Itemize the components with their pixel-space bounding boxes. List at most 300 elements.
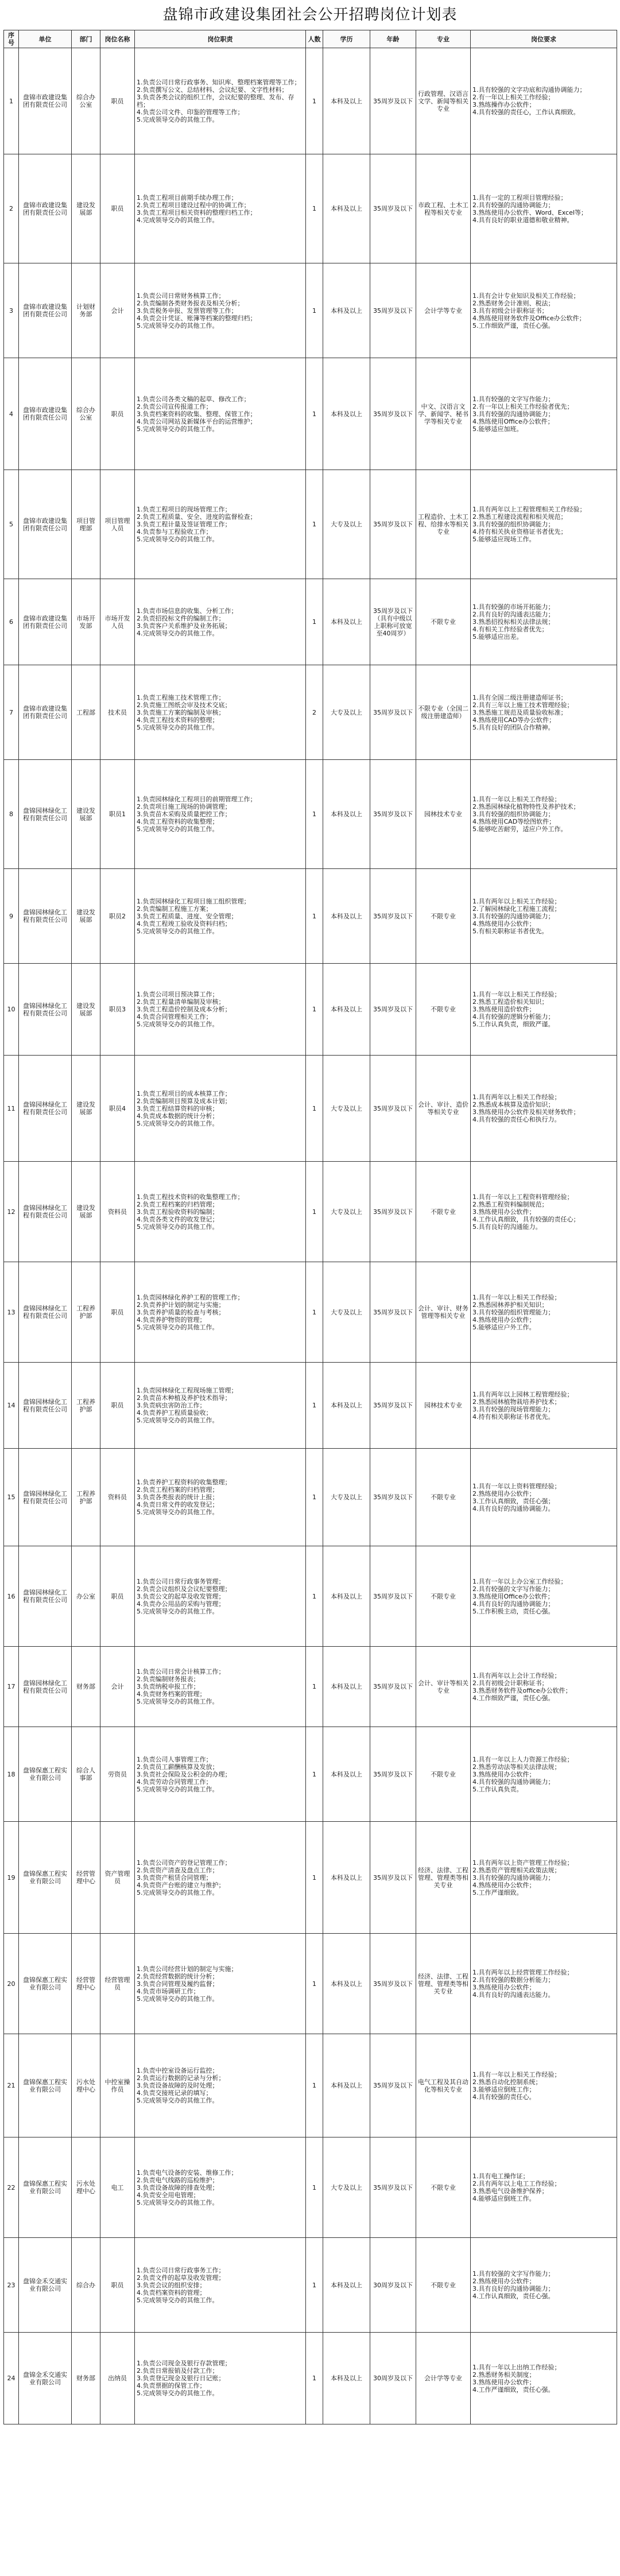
row-dept: 计划财务部: [72, 263, 100, 358]
row-number: 11: [4, 1056, 19, 1162]
requirement-line: 1.具有两年以上经营管理工作经验；: [472, 1969, 574, 1976]
row-duty: [135, 1262, 306, 1363]
requirement-line: 1.具有一年以上工程资料管理经验；: [472, 1193, 574, 1201]
row-count: 1: [306, 1822, 323, 1934]
row-requirements: [471, 358, 617, 470]
duty-line: 2.负责工程档案的归档管理；: [137, 1486, 219, 1493]
requirement-line: 1.具有一年以上相关工作经验；: [472, 796, 561, 803]
row-dept: 建设发展部: [72, 1056, 100, 1162]
row-post: 经营管理员: [100, 1934, 135, 2034]
row-major: 电气工程及其自动化等相关专业: [416, 2034, 471, 2137]
duty-line: 1.负责工程项目前期手续办理工作；: [137, 193, 238, 201]
row-age: 35周岁及以下: [370, 263, 416, 358]
duty-line: 5.完成领导交办的其他工作。: [137, 825, 219, 833]
row-age: 35周岁及以下: [370, 1162, 416, 1262]
table-row: [4, 1546, 617, 1647]
row-requirements: [471, 470, 617, 579]
row-requirements: [471, 2238, 617, 2333]
row-number: 3: [4, 263, 19, 358]
row-duty: [135, 1546, 306, 1647]
duty-line: 5.完成领导交办的其他工作。: [137, 2097, 219, 2104]
row-duty: [135, 1363, 306, 1449]
requirement-line: 4.具有良好的职业道德和敬业精神。: [472, 216, 574, 224]
row-count: 1: [306, 1934, 323, 2034]
row-duty: [135, 263, 306, 358]
row-count: 1: [306, 470, 323, 579]
duty-line: 5.完成领导交办的其他工作。: [137, 2389, 219, 2397]
row-dept: 综合人事部: [72, 1727, 100, 1822]
row-number: 1: [4, 48, 19, 154]
duty-line: 3.负责社会保险及公积金的办理；: [137, 1770, 231, 1778]
row-dept: 建设发展部: [72, 869, 100, 964]
row-post: 职员2: [100, 869, 135, 964]
duty-line: 2.负责施工图纸会审及技术交底；: [137, 701, 231, 709]
row-unit: 盘锦园林绿化工程有限责任公司: [19, 964, 72, 1056]
requirement-line: 2.熟悉自动化控制系统；: [472, 2078, 542, 2086]
row-duty: [135, 1727, 306, 1822]
row-unit: 盘锦市政建设集团有限责任公司: [19, 579, 72, 665]
requirement-line: 2.具有三年以上施工技术管理经验；: [472, 701, 574, 709]
row-unit: 盘锦市政建设集团有限责任公司: [19, 48, 72, 154]
duty-line: 5.完成领导交办的其他工作。: [137, 116, 219, 123]
requirement-line: 5.有相关职称证书者优先。: [472, 927, 548, 935]
duty-line: 5.完成领导交办的其他工作。: [137, 321, 219, 329]
row-number: 23: [4, 2238, 19, 2333]
duty-line: 3.负责税务申报、发票管理等工作；: [137, 307, 238, 315]
requirement-line: 1.具有较强的文字写作能力；: [472, 395, 555, 403]
table-row: [4, 1727, 617, 1822]
row-major: 园林技术专业: [416, 760, 471, 869]
requirement-line: 2.熟悉资产管理相关政策法规；: [472, 1866, 561, 1874]
row-requirements: [471, 2137, 617, 2238]
requirement-line: 3.具有较强的组织管理能力；: [472, 1308, 555, 1316]
duty-line: 4.完成领导交办的其他工作。: [137, 216, 219, 224]
table-body: [4, 48, 617, 2424]
row-requirements: [471, 665, 617, 760]
row-duty: [135, 154, 306, 263]
duty-line: 4.负责工程技术资料的整理；: [137, 716, 219, 724]
requirement-line: 2.具有较强的数据分析能力；: [472, 1976, 555, 1984]
col-header-req: 岗位要求: [471, 30, 617, 48]
duty-line: 1.负责园林绿化养护工程的管理工作；: [137, 1293, 244, 1301]
requirement-line: 3.熟练使用办公软件；: [472, 1208, 536, 1216]
requirement-line: 1.具有一年以上人力资源工作经验；: [472, 1755, 574, 1763]
row-number: 22: [4, 2137, 19, 2238]
table-row: [4, 48, 617, 154]
row-count: 1: [306, 1546, 323, 1647]
duty-line: 5.完成领导交办的其他工作。: [137, 425, 219, 433]
row-requirements: [471, 1363, 617, 1449]
duty-line: 2.负责会议组织及会议纪要整理；: [137, 1585, 231, 1593]
table-row: [4, 869, 617, 964]
requirement-line: 2.熟练使用办公软件；: [472, 2278, 536, 2285]
duty-line: 4.负责工程资料的收集整理；: [137, 818, 219, 825]
row-age: 35周岁及以下: [370, 1934, 416, 2034]
row-unit: 盘锦园林绿化工程有限责任公司: [19, 760, 72, 869]
row-major: 不限专业: [416, 2137, 471, 2238]
row-duty: [135, 760, 306, 869]
duty-line: 4.负责公司文件、印鉴的管理等工作；: [137, 108, 244, 116]
duty-line: 5.完成领导交办的其他工作。: [137, 1995, 219, 2003]
row-age: 35周岁及以下: [370, 1727, 416, 1822]
table-row: [4, 1262, 617, 1363]
row-duty: [135, 1647, 306, 1727]
row-dept: 工程养护部: [72, 1262, 100, 1363]
requirement-line: 1.具有较强的文字写作能力；: [472, 2270, 555, 2278]
row-age: 35周岁及以下: [370, 48, 416, 154]
table-row: [4, 1647, 617, 1727]
duty-line: 2.负责电气线路的巡检维护；: [137, 2176, 219, 2184]
requirement-line: 2.熟悉工程造价相关知识；: [472, 998, 548, 1006]
requirement-line: 3.工作认真细致，责任心强；: [472, 1497, 555, 1505]
duty-line: 3.负责养护质量的检查与考核；: [137, 1308, 225, 1316]
duty-line: 5.完成领导交办的其他工作。: [137, 927, 219, 935]
requirement-line: 4.工作认真细致，责任心强。: [472, 2292, 555, 2300]
row-age: 35周岁及以下: [370, 2034, 416, 2137]
duty-line: 1.负责公司经营计划的制定与实施；: [137, 1965, 238, 1973]
duty-line: 3.负责苗木采购及质量把控工作；: [137, 810, 231, 818]
row-major: 不限专业: [416, 1449, 471, 1546]
requirement-line: 5.能够适应户外工作。: [472, 1323, 536, 1331]
row-education: 本科及以上: [323, 1727, 370, 1822]
row-dept: 财务部: [72, 2333, 100, 2424]
duty-line: 2.负责编制工程施工方案；: [137, 905, 212, 913]
row-count: 1: [306, 579, 323, 665]
table-row: [4, 2238, 617, 2333]
duty-line: 1.负责公司日常行政事务管理；: [137, 1577, 225, 1585]
row-post: 职员: [100, 48, 135, 154]
row-count: 1: [306, 48, 323, 154]
duty-line: 5.完成领导交办的其他工作。: [137, 1785, 219, 1793]
requirement-line: 4.熟练使用Office办公软件；: [472, 417, 554, 425]
table-row: [4, 1822, 617, 1934]
row-post: 资料员: [100, 1449, 135, 1546]
duty-line: 1.负责公司人事管理工作；: [137, 1755, 212, 1763]
row-major: 不限专业: [416, 2238, 471, 2333]
page-title: 盘锦市政建设集团社会公开招聘岗位计划表: [162, 6, 458, 24]
row-post: 资料员: [100, 1162, 135, 1262]
col-header-age: 年龄: [370, 30, 416, 48]
row-dept: 办公室: [72, 1546, 100, 1647]
row-count: 1: [306, 1262, 323, 1363]
table-row: [4, 154, 617, 263]
col-header-duty: 岗位职责: [135, 30, 306, 48]
col-header-post: 岗位名称: [100, 30, 135, 48]
duty-line: 2.负责撰写公文、总结材料、会议纪要、文字性材料；: [137, 86, 288, 94]
requirement-line: 2.具有良好的沟通表达能力；: [472, 611, 555, 618]
col-header-count: 人数: [306, 30, 323, 48]
row-duty: [135, 1056, 306, 1162]
requirement-line: 4.具有较强的责任心，工作认真细致。: [472, 108, 580, 116]
requirement-line: 1.具有全国二级注册建造师证书；: [472, 693, 567, 701]
row-duty: [135, 579, 306, 665]
duty-line: 3.负责设备故障的排查处理；: [137, 2183, 219, 2191]
row-count: 1: [306, 760, 323, 869]
row-duty: [135, 2238, 306, 2333]
row-duty: [135, 48, 306, 154]
duty-line: 1.负责中控室设备运行监控；: [137, 2067, 219, 2074]
duty-line: 3.负责合同管理及履约监督；: [137, 1980, 219, 1988]
row-number: 24: [4, 2333, 19, 2424]
duty-line: 5.完成领导交办的其他工作。: [137, 1119, 219, 1127]
row-requirements: [471, 1056, 617, 1162]
requirement-line: 1.具有两年以上会计工作经验；: [472, 1671, 561, 1679]
row-duty: [135, 1822, 306, 1934]
row-dept: 工程部: [72, 665, 100, 760]
row-major: 市政工程、土木工程等相关专业: [416, 154, 471, 263]
duty-line: 4.负责交接班记录的填写；: [137, 2089, 212, 2097]
row-education: 本科及以上: [323, 1546, 370, 1647]
row-count: 1: [306, 2137, 323, 2238]
requirement-line: 2.具有较强的沟通协调能力；: [472, 201, 555, 209]
row-dept: 建设发展部: [72, 760, 100, 869]
row-count: 1: [306, 1056, 323, 1162]
row-age: 35周岁及以下: [370, 869, 416, 964]
duty-line: 1.负责公司日常财务核算工作；: [137, 292, 225, 300]
requirement-line: 5.能够适应出差。: [472, 633, 523, 641]
duty-line: 4.负责会计凭证、账簿等档案的整理归档；: [137, 314, 257, 322]
col-header-unit: 单位: [19, 30, 72, 48]
requirement-line: 4.熟练使用办公软件；: [472, 1316, 536, 1324]
requirement-line: 3.熟练操作办公软件；: [472, 101, 536, 108]
row-age: 35周岁及以下: [370, 1546, 416, 1647]
requirement-line: 4.具有较强的责任心和执行力。: [472, 1116, 561, 1123]
requirement-line: 4.熟练使用CAD等绘图软件；: [472, 818, 556, 825]
requirement-line: 4.能够适应倒班工作。: [472, 2195, 536, 2202]
row-post: 职员3: [100, 964, 135, 1056]
requirement-line: 1.具有一年以上相关工作经验；: [472, 2070, 561, 2078]
row-dept: 建设发展部: [72, 964, 100, 1056]
requirement-line: 3.能够适应倒班工作；: [472, 2085, 536, 2093]
row-unit: 盘锦保惠工程实业有限公司: [19, 1822, 72, 1934]
row-age: 35周岁及以下: [370, 1822, 416, 1934]
requirement-line: 4.熟练使用办公软件；: [472, 1881, 536, 1889]
requirement-line: 3.具有较强的现场管理能力；: [472, 1405, 555, 1413]
requirement-line: 1.具有两年以上园林工程管理经验；: [472, 1390, 574, 1398]
row-number: 4: [4, 358, 19, 470]
duty-line: 4.负责财务档案的管理；: [137, 1690, 206, 1698]
duty-line: 5.完成领导交办的其他工作。: [137, 1417, 219, 1424]
duty-line: 1.负责园林绿化工程项目施工组织管理；: [137, 897, 250, 905]
row-dept: 综合办公室: [72, 358, 100, 470]
table-row: [4, 2333, 617, 2424]
row-unit: 盘锦市政建设集团有限责任公司: [19, 358, 72, 470]
row-requirements: [471, 1262, 617, 1363]
recruitment-table: [3, 30, 617, 2424]
row-count: 1: [306, 2333, 323, 2424]
row-age: 35周岁及以下: [370, 964, 416, 1056]
row-unit: 盘锦市政建设集团有限责任公司: [19, 665, 72, 760]
row-major: 不限专业: [416, 1727, 471, 1822]
requirement-line: 1.具有一定的工程项目管理经验；: [472, 193, 567, 201]
row-education: 本科及以上: [323, 2034, 370, 2137]
row-requirements: [471, 263, 617, 358]
row-education: 本科及以上: [323, 869, 370, 964]
row-major: 行政管理、汉语言文学、新闻等相关专业: [416, 48, 471, 154]
row-number: 18: [4, 1727, 19, 1822]
requirement-line: 1.具有较强的市场开拓能力；: [472, 603, 555, 611]
duty-line: 1.负责电气设备的安装、维修工作；: [137, 2168, 238, 2177]
row-duty: [135, 2137, 306, 2238]
row-post: 中控室操作员: [100, 2034, 135, 2137]
duty-line: 2.负责经营数据的统计分析；: [137, 1972, 219, 1980]
requirement-line: 2.熟悉财务会计准则、税法；: [472, 299, 555, 307]
requirement-line: 2.熟悉园林植物栽培养护技术；: [472, 1398, 561, 1406]
requirement-line: 1.具有会计专业知识及相关工作经验；: [472, 292, 580, 300]
duty-line: 4.负责票据的保管工作；: [137, 2382, 206, 2389]
duty-line: 3.负责病虫害防治工作；: [137, 1402, 206, 1409]
duty-line: 1.负责公司日常行政事务工作；: [137, 2266, 225, 2274]
requirement-line: 3.具有较强的沟通协调能力；: [472, 410, 555, 418]
row-requirements: [471, 1449, 617, 1546]
duty-line: 1.负责工程项目的现场管理工作；: [137, 506, 231, 513]
duty-line: 1.负责园林绿化工程现场施工管理；: [137, 1387, 238, 1394]
requirement-line: 5.工作严谨细致。: [472, 1888, 523, 1896]
row-dept: 财务部: [72, 1647, 100, 1727]
requirement-line: 2.具有两年以上电工工作经验；: [472, 2180, 561, 2187]
row-education: 本科及以上: [323, 964, 370, 1056]
duty-line: 3.负责工程验收资料的编制；: [137, 1208, 219, 1216]
row-education: 本科及以上: [323, 2333, 370, 2424]
row-education: 大专及以上: [323, 665, 370, 760]
duty-line: 5.完成领导交办的其他工作。: [137, 1323, 219, 1331]
row-major: 会计学等专业: [416, 263, 471, 358]
requirement-line: 3.熟练使用办公软件、Word、Excel等；: [472, 208, 587, 216]
duty-line: 5.完成领导交办的其他工作。: [137, 1888, 219, 1896]
requirement-line: 1.具有一年以上出纳工作经验；: [472, 2363, 561, 2371]
duty-line: 5.完成领导交办的其他工作。: [137, 723, 219, 731]
row-duty: [135, 964, 306, 1056]
row-count: 1: [306, 869, 323, 964]
row-post: 职员: [100, 1546, 135, 1647]
duty-line: 3.负责登记现金及银行日记账；: [137, 2375, 225, 2382]
duty-line: 4.负责养护工程质量验收；: [137, 1409, 212, 1417]
duty-line: 4.负责资产台账的建立与维护；: [137, 1881, 225, 1889]
duty-line: 4.负责成本数据的统计分析；: [137, 1112, 219, 1120]
requirement-line: 2.有一年以上相关工作经验者优先；: [472, 402, 574, 410]
requirement-line: 1.具有一年以上相关工作经验；: [472, 991, 561, 998]
row-post: 技术员: [100, 665, 135, 760]
duty-line: 4.负责工程竣工验收及资料归档；: [137, 920, 231, 928]
row-education: 大专及以上: [323, 1262, 370, 1363]
row-requirements: [471, 964, 617, 1056]
row-major: 经济、法律、工程管理、管理类等相关专业: [416, 1934, 471, 2034]
row-post: 职员: [100, 1363, 135, 1449]
row-education: 本科及以上: [323, 263, 370, 358]
duty-line: 5.完成领导交办的其他工作。: [137, 2198, 219, 2206]
requirement-line: 2.熟悉劳动法等相关法律法规；: [472, 1763, 561, 1771]
row-unit: 盘锦保惠工程实业有限公司: [19, 1934, 72, 2034]
row-post: 会计: [100, 1647, 135, 1727]
duty-line: 4.负责档案资料的管理；: [137, 2288, 206, 2296]
duty-line: 4.完成领导交办的其他工作。: [137, 629, 219, 637]
row-duty: [135, 1934, 306, 2034]
duty-line: 1.负责公司日常会计核算工作；: [137, 1668, 225, 1675]
duty-line: 2.负责资产清查及盘点工作；: [137, 1866, 219, 1874]
requirement-line: 2.熟悉工程建设流程和相关规范；: [472, 513, 567, 521]
row-major: 不限专业: [416, 579, 471, 665]
row-education: 大专及以上: [323, 1449, 370, 1546]
row-major: 不限专业（全国二级注册建造师）: [416, 665, 471, 760]
row-post: 项目管理人员: [100, 470, 135, 579]
duty-line: 2.负责工程项目建设过程中的协调工作；: [137, 201, 250, 209]
duty-line: 5.完成领导交办的其他工作。: [137, 2296, 219, 2304]
requirement-line: 3.熟练使用办公软件；: [472, 1770, 536, 1778]
row-number: 19: [4, 1822, 19, 1934]
duty-line: 2.负责运行数据的记录与分析；: [137, 2074, 225, 2082]
row-count: 2: [306, 665, 323, 760]
row-requirements: [471, 1822, 617, 1934]
row-count: 1: [306, 2034, 323, 2137]
table-row: [4, 358, 617, 470]
row-dept: 经营管理中心: [72, 1934, 100, 2034]
row-major: 园林技术专业: [416, 1363, 471, 1449]
requirement-line: 3.熟悉施工规范及质量验收标准；: [472, 708, 567, 716]
requirement-line: 3.熟练使用Office办公软件；: [472, 1592, 554, 1600]
row-duty: [135, 869, 306, 964]
requirement-line: 4.工作认真细致，具有较强的责任心；: [472, 1215, 580, 1223]
duty-line: 2.负责编制各类财务报表及相关分析；: [137, 299, 244, 307]
row-dept: 工程养护部: [72, 1449, 100, 1546]
duty-line: 2.负责工程质量、安全、进度的监督检查；: [137, 513, 257, 521]
requirement-line: 3.具有良好的沟通协调能力；: [472, 2285, 555, 2292]
table-row: [4, 1162, 617, 1262]
requirement-line: 5.具有良好的团队合作精神。: [472, 723, 555, 731]
duty-line: 1.负责工程施工技术管理工作；: [137, 693, 225, 701]
row-number: 14: [4, 1363, 19, 1449]
row-age: 35周岁及以下: [370, 760, 416, 869]
row-requirements: [471, 1934, 617, 2034]
table-header-row: [4, 30, 617, 48]
duty-line: 5.完成领导交办的其他工作。: [137, 1021, 219, 1028]
duty-line: 4.负责各类文件的收发登记；: [137, 1215, 219, 1223]
row-education: 本科及以上: [323, 1934, 370, 2034]
row-requirements: [471, 48, 617, 154]
row-education: 大专及以上: [323, 1056, 370, 1162]
row-count: 1: [306, 358, 323, 470]
row-unit: 盘锦园林绿化工程有限责任公司: [19, 1162, 72, 1262]
duty-line: 1.负责工程技术资料的收集整理工作；: [137, 1193, 244, 1201]
row-unit: 盘锦保惠工程实业有限公司: [19, 2137, 72, 2238]
row-duty: [135, 665, 306, 760]
row-unit: 盘锦保惠工程实业有限公司: [19, 1727, 72, 1822]
requirement-line: 5.工作细致严谨，责任心强。: [472, 321, 555, 329]
row-unit: 盘锦园林绿化工程有限责任公司: [19, 1363, 72, 1449]
requirement-line: 3.具有较强的组织协调能力；: [472, 810, 555, 818]
table-row: [4, 263, 617, 358]
duty-line: 3.负责设备故障的及时处理；: [137, 2082, 219, 2089]
duty-line: 4.负责合同管理相关工作；: [137, 1013, 212, 1021]
requirement-line: 4.持有相关职称证书者优先。: [472, 1413, 555, 1421]
row-education: 本科及以上: [323, 48, 370, 154]
row-number: 12: [4, 1162, 19, 1262]
row-post: 市场开发人员: [100, 579, 135, 665]
row-post: 会计: [100, 263, 135, 358]
row-count: 1: [306, 964, 323, 1056]
table-row: [4, 470, 617, 579]
row-unit: 盘锦园林绿化工程有限责任公司: [19, 1056, 72, 1162]
requirement-line: 1.具有两年以上相关工作经验；: [472, 897, 561, 905]
row-age: 35周岁及以下: [370, 665, 416, 760]
row-age: 35周岁及以下: [370, 470, 416, 579]
duty-line: 5.完成领导交办的其他工作。: [137, 1607, 219, 1615]
requirement-line: 4.具有良好的沟通表达能力。: [472, 1991, 555, 1999]
requirement-line: 3.具有较强的沟通协调能力；: [472, 912, 555, 920]
duty-line: 4.负责劳动合同管理工作；: [137, 1778, 212, 1786]
row-education: 大专及以上: [323, 2137, 370, 2238]
row-age: 35周岁及以下: [370, 1449, 416, 1546]
row-post: 出纳员: [100, 2333, 135, 2424]
